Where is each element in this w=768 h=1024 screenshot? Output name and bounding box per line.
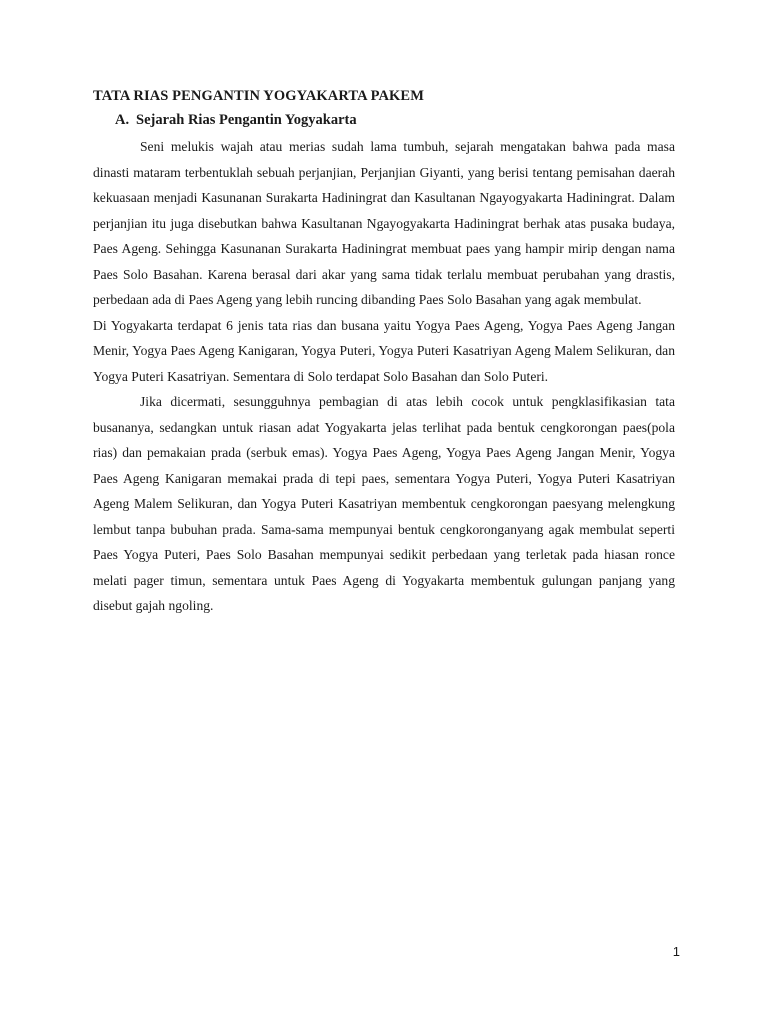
paragraph-2: Di Yogyakarta terdapat 6 jenis tata rias dan busana yaitu Yogya Paes Ageng, Yogya Paes Ageng Jangan Menir, Yogya Paes Ageng Kanigaran, Yogya Puteri, Yogya Puteri Kasatriyan Ageng Malem Selikuran, dan Yogya Puteri Kasatriyan. Sementara di Solo terdapat Solo Basahan dan Solo Puteri. — [93, 317, 675, 384]
page-content — [93, 84, 675, 619]
document-title: TATA RIAS PENGANTIN YOGYAKARTA PAKEM — [93, 88, 424, 104]
section-heading-text: Sejarah Rias Pengantin Yogyakarta — [136, 112, 357, 128]
paragraph-1: Seni melukis wajah atau merias sudah lama tumbuh, sejarah mengatakan bahwa pada masa dinasti mataram terbentuklah sebuah perjanjian, Perjanjian Giyanti, yang berisi tentang pemisahan daerah kekuasaan menjadi Kasunanan Surakarta Hadiningrat dan Kasultanan Ngayogyakarta Hadiningrat. Dalam perjanjian itu juga disebutkan bahwa Kasultanan Ngayogyakarta Hadiningrat berhak atas pusaka budaya, Paes Ageng. Sehingga Kasunanan Surakarta Hadiningrat membuat paes yang hampir mirip dengan nama Paes Solo Basahan. Karena berasal dari akar yang sama tidak terlalu membuat perubahan yang drastis, perbedaan ada di Paes Ageng yang lebih runcing dibanding Paes Solo Basahan yang agak membulat. — [93, 139, 675, 307]
section-heading — [93, 108, 675, 132]
page-number: 1 — [672, 944, 680, 959]
section-letter: A. — [115, 112, 130, 128]
paragraph-3: Jika dicermati, sesungguhnya pembagian di atas lebih cocok untuk pengklasifikasian tata busananya, sedangkan untuk riasan adat Yogyakarta jelas terlihat pada bentuk cengkorongan paes(pola rias) dan pemakaian prada (serbuk emas). Yogya Paes Ageng, Yogya Paes Ageng Jangan Menir, Yogya Paes Ageng Kanigaran memakai prada di tepi paes, sementara Yogya Puteri, Yogya Puteri Kasatriyan Ageng Malem Selikuran, dan Yogya Puteri Kasatriyan membentuk cengkorongan paesyang melengkung lembut tanpa bubuhan prada. Sama-sama mempunyai bentuk cengkoronganyang agak membulat seperti Paes Yogya Puteri, Paes Solo Basahan mempunyai sedikit perbedaan yang terletak pada hiasan ronce melati pager timun, sementara untuk Paes Ageng di Yogyakarta membentuk gulungan panjang yang disebut gajah ngoling. — [93, 394, 675, 613]
